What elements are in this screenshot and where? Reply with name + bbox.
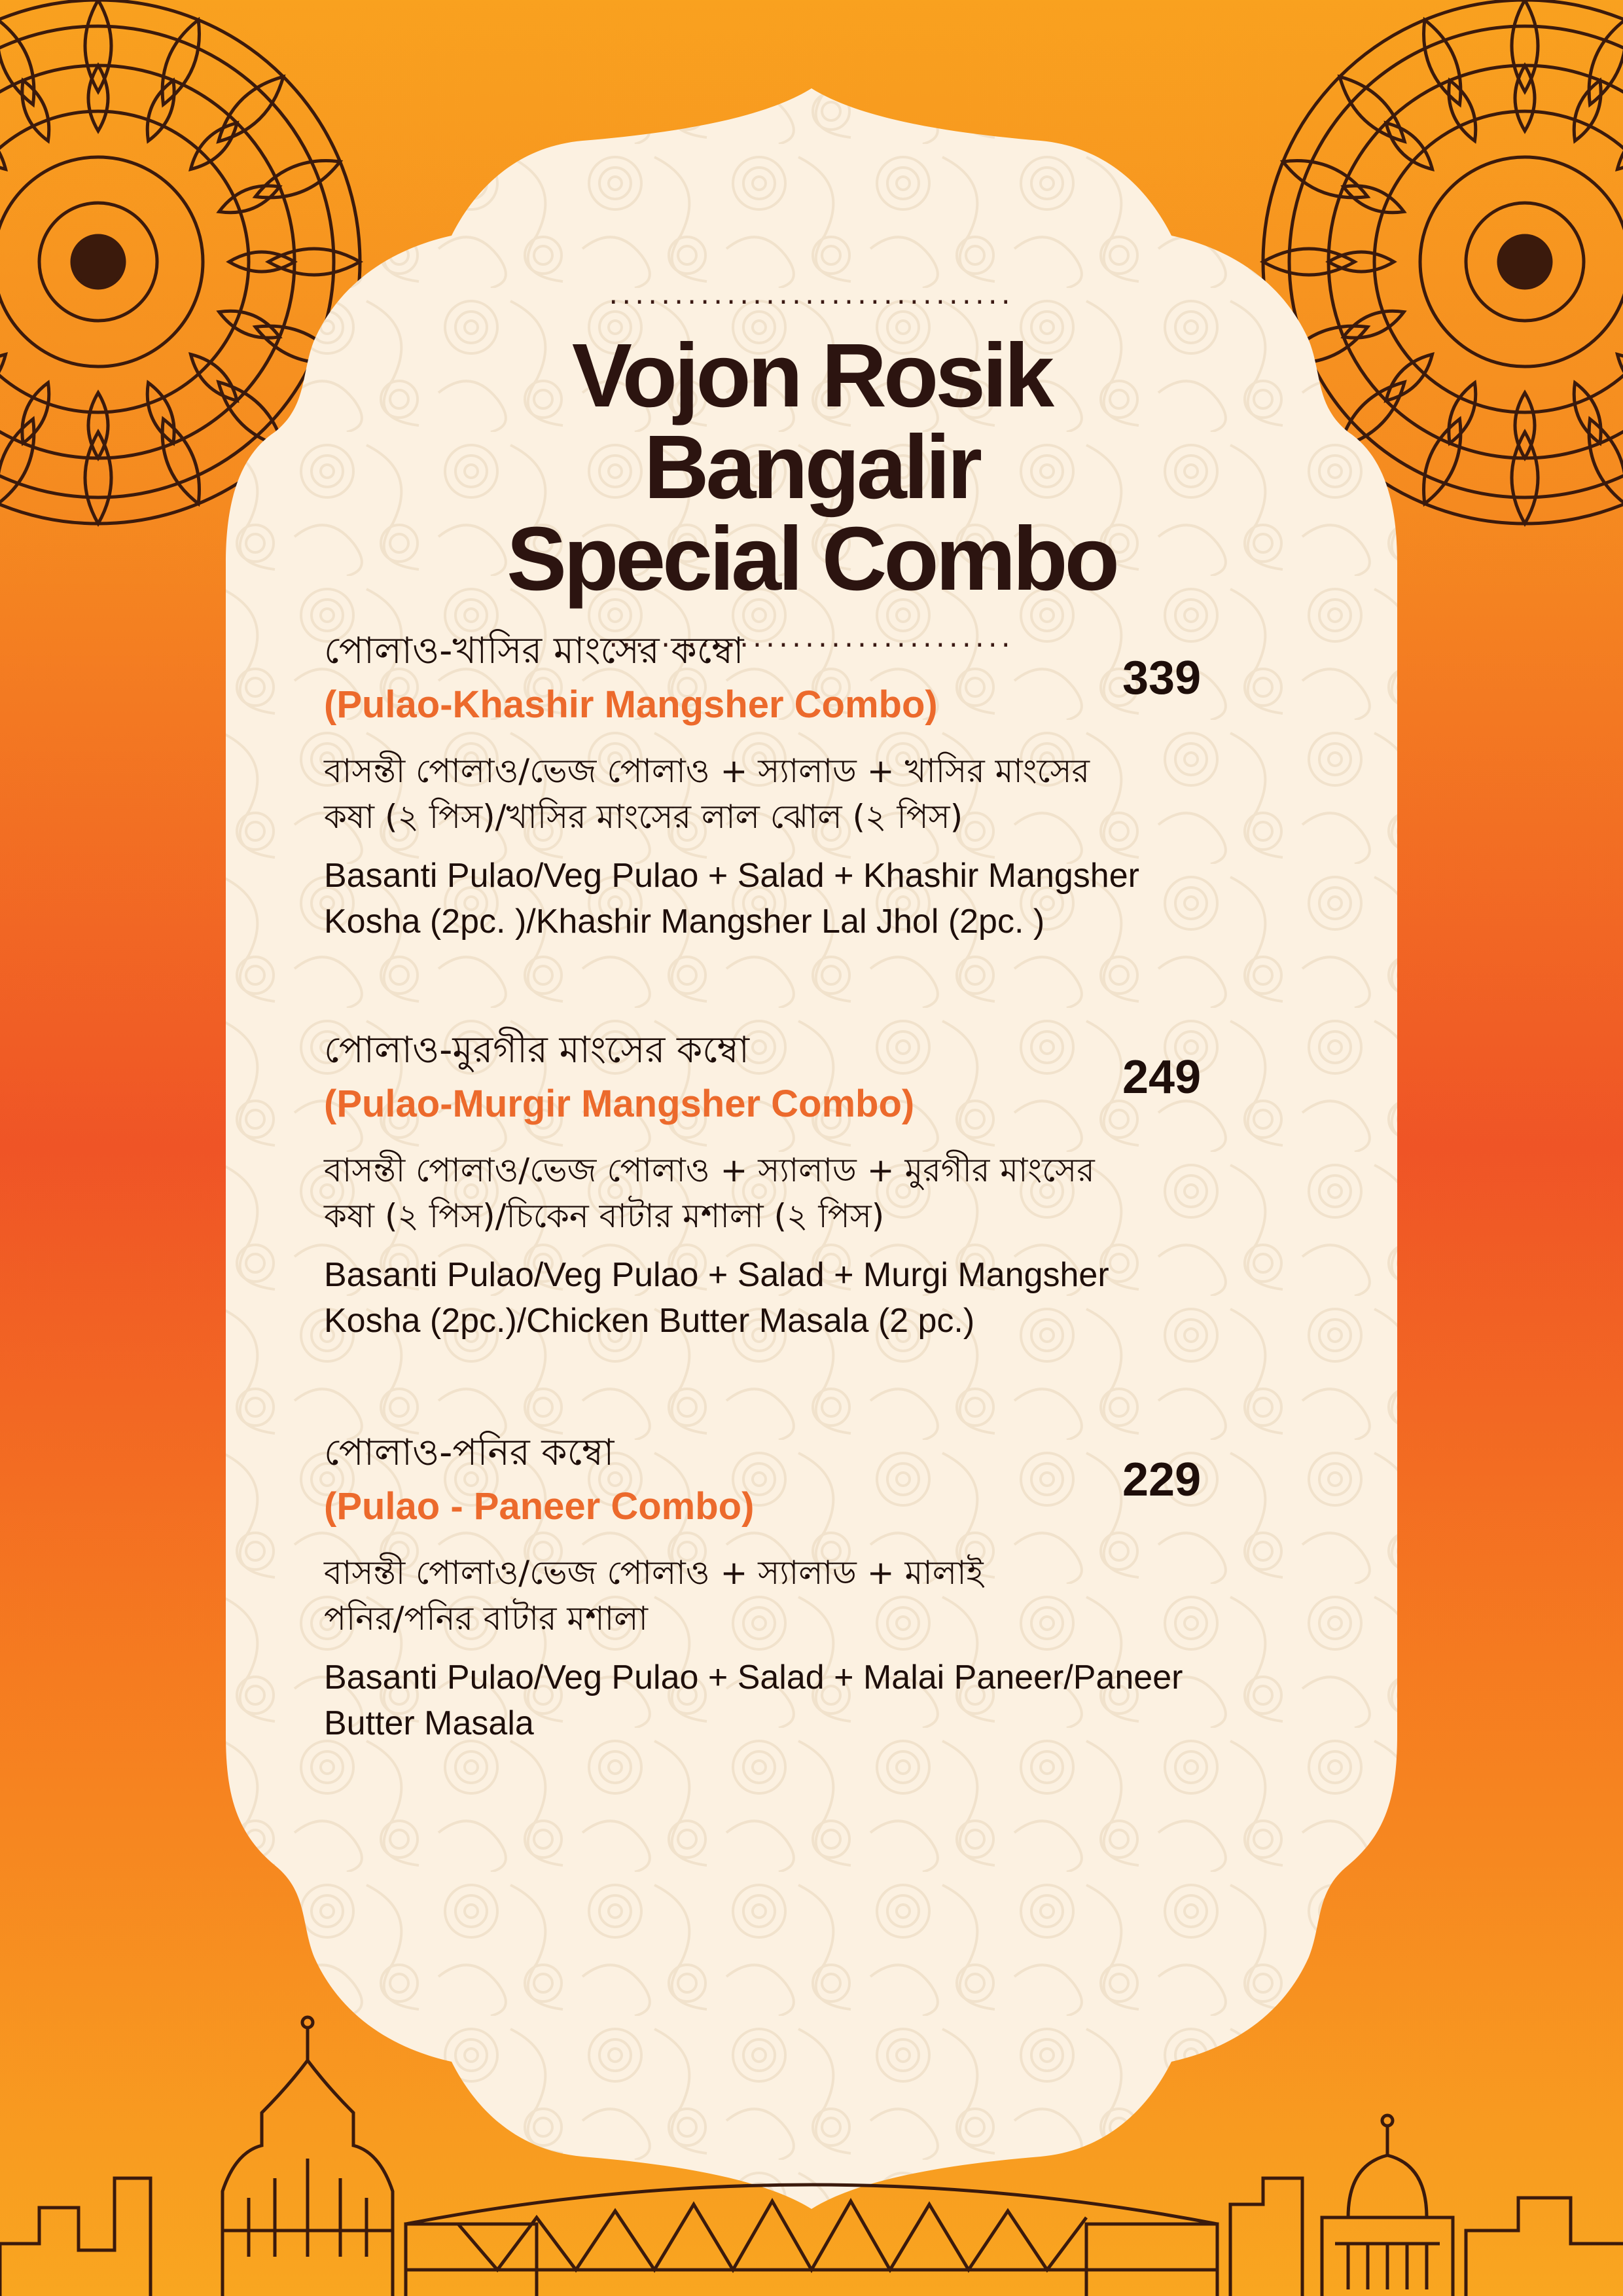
bn-desc-line: কষা (২ পিস)/খাসির মাংসের লাল ঝোল (২ পিস)	[324, 798, 963, 836]
combo-description-english	[324, 853, 1240, 944]
bottom-divider: ...............................	[609, 620, 1014, 654]
combo-name-bengali: পোলাও-খাসির মাংসের কম্বো	[324, 630, 744, 672]
en-desc-line: Basanti Pulao/Veg Pulao + Salad + Khashir Mangsher	[324, 857, 1139, 895]
combo-name-english: (Pulao-Khashir Mangsher Combo)	[324, 683, 938, 726]
combo-price: 339	[1122, 652, 1202, 704]
combo-name-english: (Pulao - Paneer Combo)	[324, 1485, 755, 1528]
combo-name-english: (Pulao-Murgir Mangsher Combo)	[324, 1083, 915, 1125]
bn-desc-line: পনির/পনির বাটার মশালা	[324, 1600, 648, 1638]
city-skyline-decoration	[0, 1982, 1623, 2296]
title-line-1: Vojon Rosik Bangalir	[571, 325, 1052, 518]
en-desc-line: Basanti Pulao/Veg Pulao + Salad + Malai Paneer/Paneer	[324, 1659, 1183, 1696]
combo-description-bengali	[324, 748, 1194, 840]
combo-item-murgir	[324, 1024, 1293, 1344]
en-desc-line: Butter Masala	[324, 1704, 534, 1742]
bn-desc-line: বাসন্তী পোলাও/ভেজ পোলাও + স্যালাড + খাসির মাংসের	[324, 752, 1090, 790]
combo-item-paneer	[324, 1427, 1293, 1746]
combo-name-bengali: পোলাও-পনির কম্বো	[324, 1431, 615, 1474]
bn-desc-line: বাসন্তী পোলাও/ভেজ পোলাও + স্যালাড + মুরগীর মাংসের	[324, 1151, 1095, 1189]
combo-description-english	[324, 1655, 1240, 1746]
menu-header	[419, 278, 1204, 654]
combo-description-bengali	[324, 1147, 1194, 1239]
combo-description-bengali	[324, 1550, 1194, 1641]
combo-name-bengali: পোলাও-মুরগীর মাংসের কম্বো	[324, 1029, 750, 1071]
title-line-2: Special Combo	[507, 509, 1116, 609]
en-desc-line: Kosha (2pc.)/Chicken Butter Masala (2 pc.)	[324, 1302, 975, 1340]
combo-price: 229	[1122, 1454, 1202, 1506]
bn-desc-line: কষা (২ পিস)/চিকেন বাটার মশালা (২ পিস)	[324, 1197, 885, 1235]
combo-item-khashir	[324, 620, 1293, 944]
top-divider: ...............................	[609, 278, 1014, 311]
en-desc-line: Basanti Pulao/Veg Pulao + Salad + Murgi Mangsher	[324, 1256, 1109, 1294]
combo-description-english	[324, 1252, 1240, 1344]
combo-price: 249	[1122, 1051, 1202, 1103]
menu-title	[419, 325, 1204, 609]
bn-desc-line: বাসন্তী পোলাও/ভেজ পোলাও + স্যালাড + মালাই	[324, 1554, 984, 1592]
en-desc-line: Kosha (2pc. )/Khashir Mangsher Lal Jhol (2pc. )	[324, 903, 1045, 941]
